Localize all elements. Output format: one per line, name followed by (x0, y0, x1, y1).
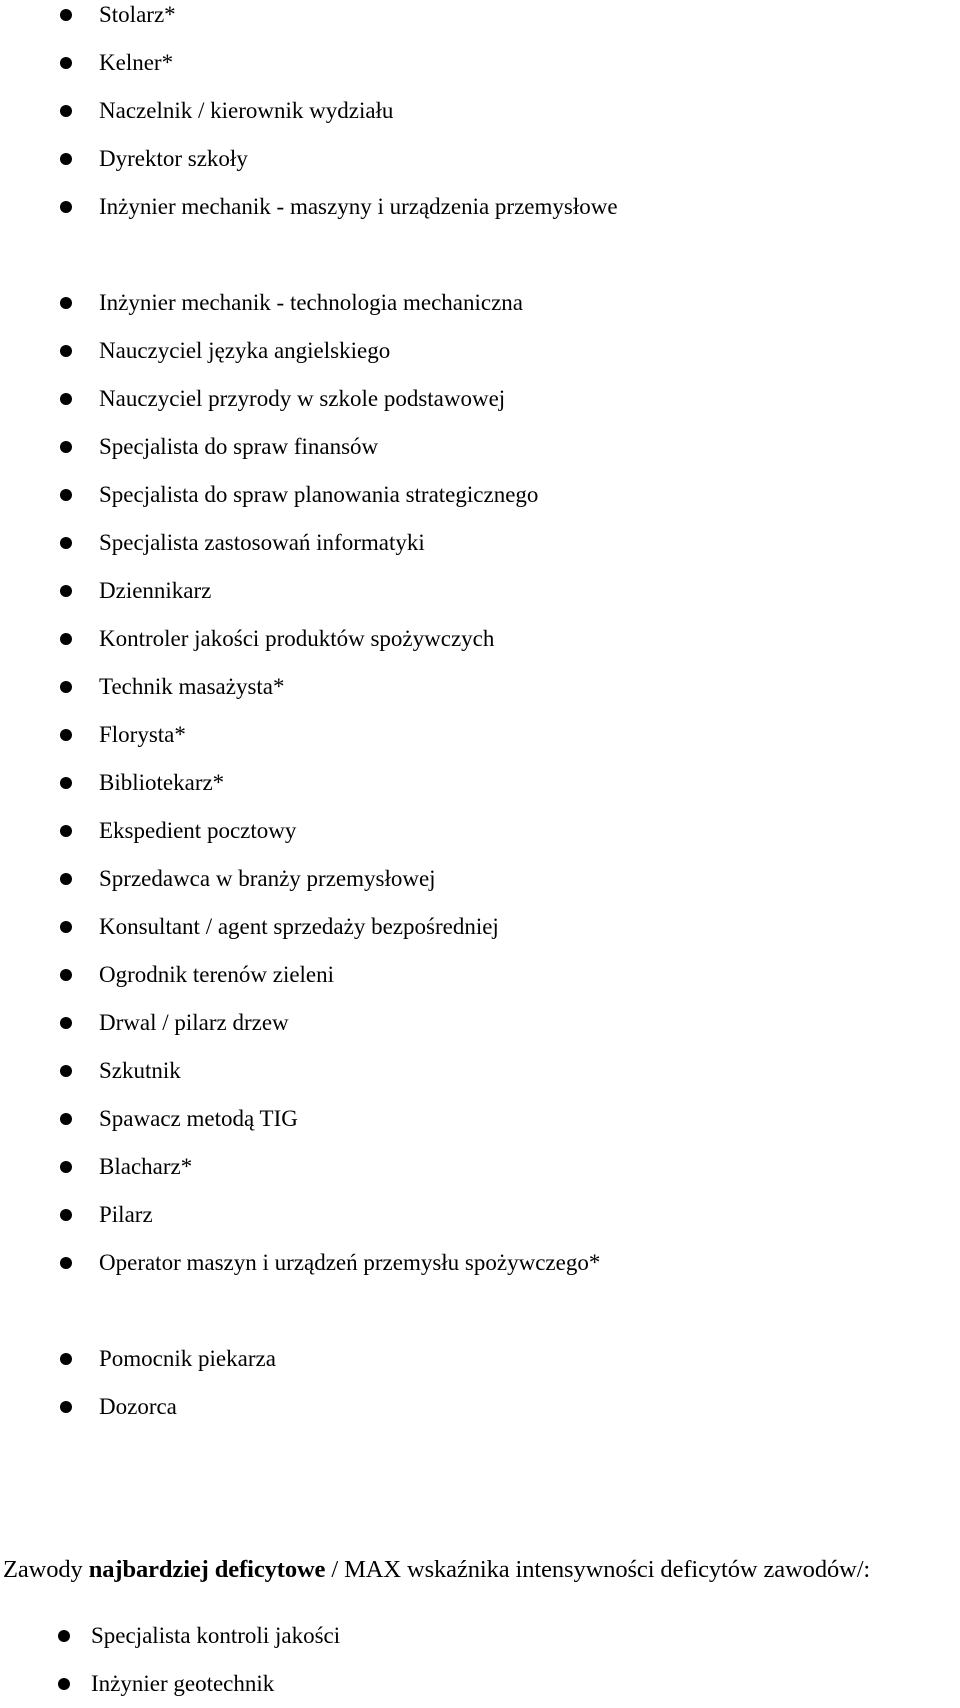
bullet-icon (58, 1678, 70, 1690)
deficit-occupations-list (0, 1612, 960, 1708)
bullet-icon (60, 105, 72, 117)
bullet-icon (60, 1257, 72, 1269)
bullet-icon (60, 825, 72, 837)
list-item: Ogrodnik terenów zieleni (0, 951, 960, 999)
bullet-icon (60, 969, 72, 981)
list-item: Nauczyciel języka angielskiego (0, 327, 960, 375)
list-item: Sprzedawca w branży przemysłowej (0, 855, 960, 903)
list-item: Technik masażysta* (0, 663, 960, 711)
bullet-icon (60, 393, 72, 405)
list-item: Inżynier mechanik - technologia mechaniczna (0, 279, 960, 327)
bullet-icon (60, 1161, 72, 1173)
list-item: Kontroler jakości produktów spożywczych (0, 615, 960, 663)
bullet-icon (60, 681, 72, 693)
bullet-icon (60, 921, 72, 933)
bullet-icon (60, 537, 72, 549)
bullet-icon (60, 1065, 72, 1077)
bullet-icon (60, 489, 72, 501)
bullet-icon (60, 729, 72, 741)
bullet-icon (60, 57, 72, 69)
list-item: Specjalista kontroli jakości (0, 1612, 960, 1660)
list-item: Blacharz* (0, 1143, 960, 1191)
list-item: Spawacz metodą TIG (0, 1095, 960, 1143)
section-heading-bold: najbardziej deficytowe (88, 1556, 326, 1583)
list-item: Specjalista do spraw finansów (0, 423, 960, 471)
bullet-icon (58, 1630, 70, 1642)
list-item: Inżynier geotechnik (0, 1660, 960, 1708)
bullet-icon (60, 297, 72, 309)
list-item: Pomocnik piekarza (0, 1335, 960, 1383)
list-item: Kelner* (0, 39, 960, 87)
bullet-icon (60, 345, 72, 357)
bullet-icon (60, 585, 72, 597)
bullet-icon (60, 201, 72, 213)
list-item: Naczelnik / kierownik wydziału (0, 87, 960, 135)
list-item: Drwal / pilarz drzew (0, 999, 960, 1047)
list-item: Specjalista do spraw planowania strategicznego (0, 471, 960, 519)
list-item: Konsultant / agent sprzedaży bezpośredniej (0, 903, 960, 951)
list-item: Stolarz* (0, 0, 960, 39)
bullet-icon (60, 1113, 72, 1125)
bullet-icon (60, 1401, 72, 1413)
bullet-icon (60, 9, 72, 21)
bullet-icon (60, 441, 72, 453)
section-heading-suffix: / MAX wskaźnika intensywności deficytów zawodów/: (325, 1556, 871, 1583)
list-item: Specjalista zastosowań informatyki (0, 519, 960, 567)
list-item: Pilarz (0, 1191, 960, 1239)
list-item: Ekspedient pocztowy (0, 807, 960, 855)
list-item: Florysta* (0, 711, 960, 759)
bullet-icon (60, 1017, 72, 1029)
list-item: Dziennikarz (0, 567, 960, 615)
bullet-icon (60, 777, 72, 789)
list-item: Szkutnik (0, 1047, 960, 1095)
bullet-icon (60, 153, 72, 165)
list-item: Dyrektor szkoły (0, 135, 960, 183)
list-item: Dozorca (0, 1383, 960, 1431)
bullet-icon (60, 1209, 72, 1221)
section-heading (3, 1556, 870, 1584)
list-item: Bibliotekarz* (0, 759, 960, 807)
bullet-icon (60, 1353, 72, 1365)
bullet-icon (60, 873, 72, 885)
bullet-icon (60, 633, 72, 645)
section-heading-prefix: Zawody (3, 1556, 89, 1583)
list-item: Nauczyciel przyrody w szkole podstawowej (0, 375, 960, 423)
list-item: Inżynier mechanik - maszyny i urządzenia przemysłowe (0, 183, 960, 279)
list-item: Operator maszyn i urządzeń przemysłu spożywczego* (0, 1239, 960, 1335)
